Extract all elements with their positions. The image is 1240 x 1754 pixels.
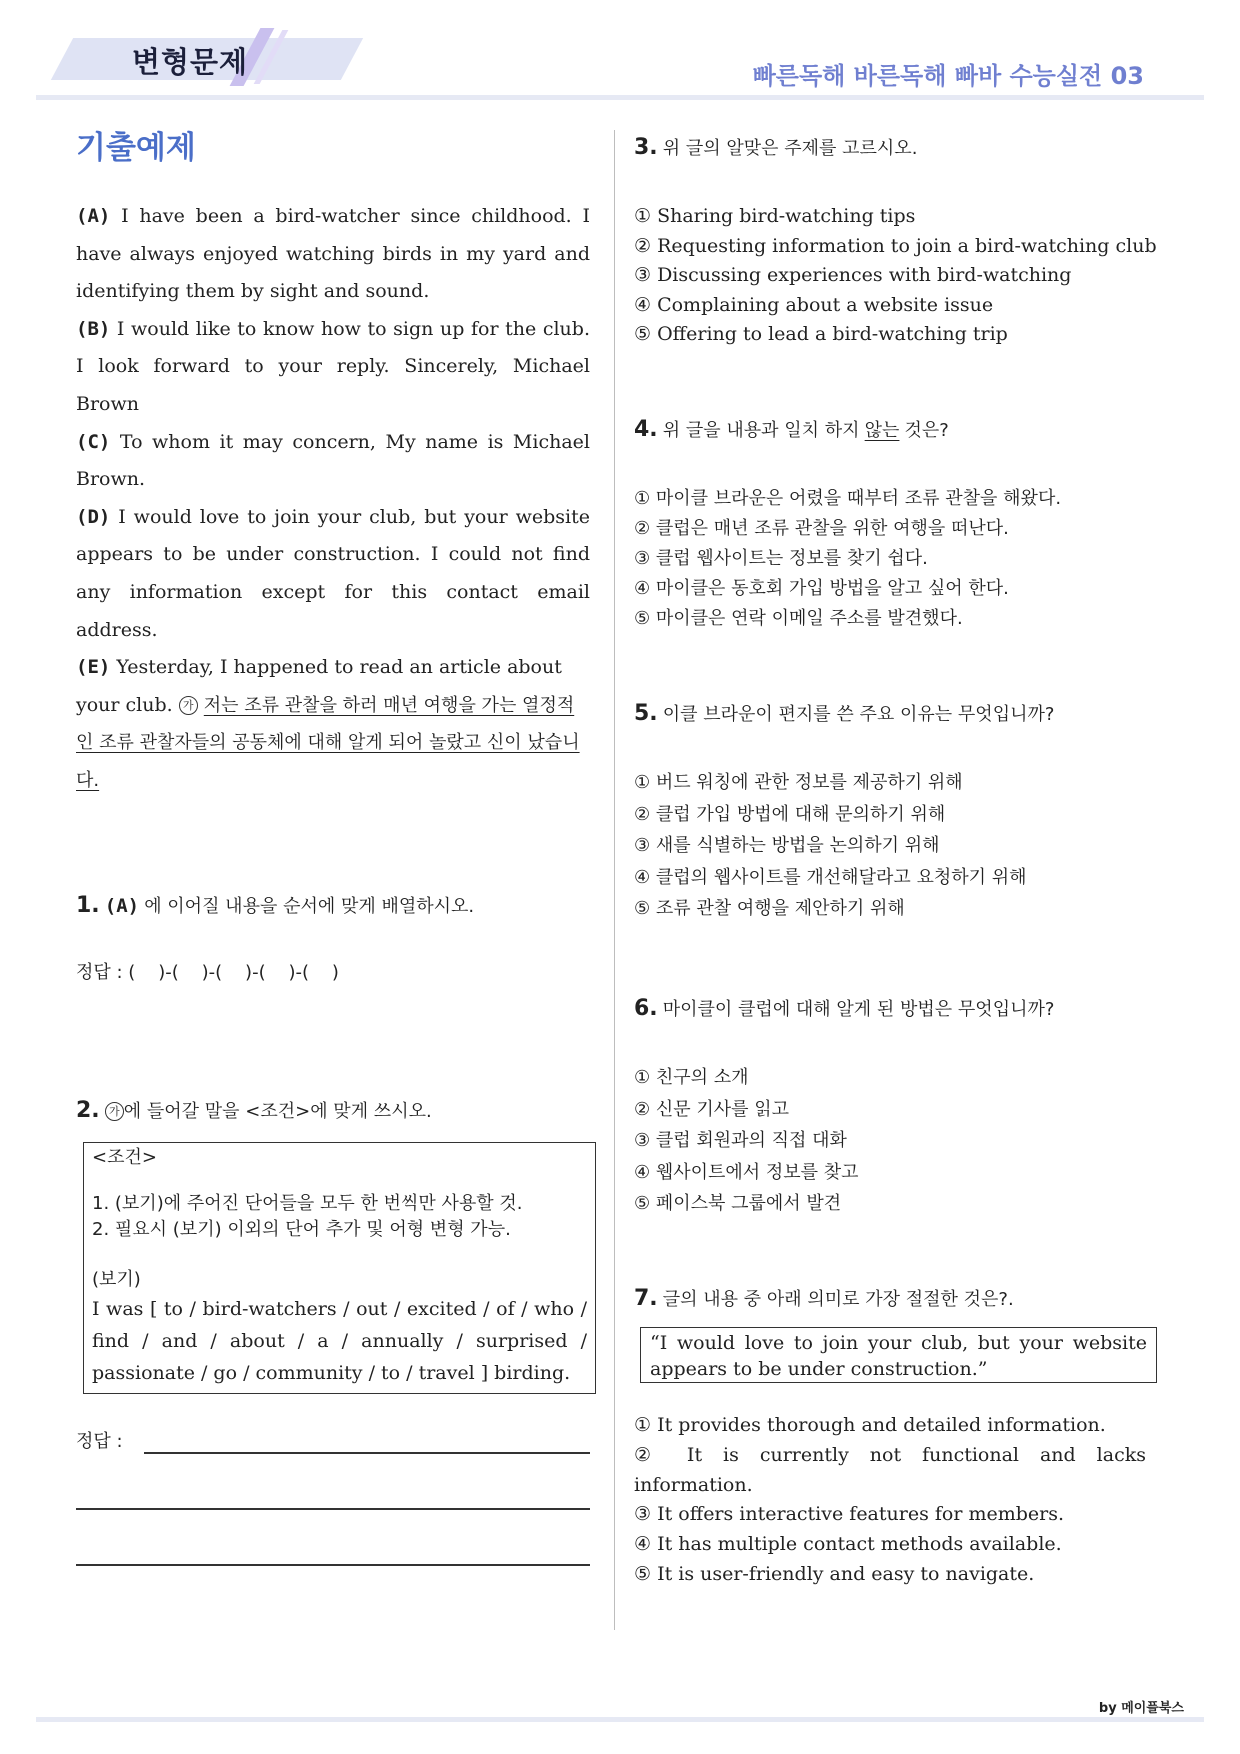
header-tag: 변형문제 (132, 45, 249, 79)
question-number: 1. (76, 893, 100, 918)
paragraph-text: To whom it may concern, My name is Michael Brown. (76, 430, 590, 491)
option-3[interactable]: ③ 클럽 웹사이트는 정보를 찾기 쉽다. (634, 548, 928, 569)
option-1[interactable]: ① Sharing bird-watching tips (634, 205, 916, 227)
option-1[interactable]: ① 버드 워칭에 관한 정보를 제공하기 위해 (634, 772, 963, 793)
option-1[interactable]: ① It provides thorough and detailed information. (634, 1414, 1106, 1436)
paragraph-label: (B) (76, 317, 111, 340)
question-2 (76, 1097, 432, 1123)
question-number: 5. (634, 701, 658, 726)
condition-rule: 2. 필요시 (보기) 이외의 단어 추가 및 어형 변형 가능. (92, 1219, 511, 1240)
option-3[interactable]: ③ Discussing experiences with bird-watching (634, 264, 1072, 286)
section-title: 기출예제 (76, 130, 196, 166)
option-5[interactable]: ⑤ 페이스북 그룹에서 발견 (634, 1193, 842, 1214)
reading-passage (76, 198, 590, 800)
paragraph-d (76, 499, 590, 649)
option-2[interactable]: ② 클럽은 매년 조류 관찰을 위한 여행을 떠난다. (634, 518, 1009, 539)
question-prompt: 위 글의 알맞은 주제를 고르시오. (662, 138, 918, 159)
question-1 (76, 892, 474, 918)
footer-credit: by 메이플북스 (1098, 1701, 1184, 1716)
paragraph-a (76, 198, 590, 311)
circled-marker: 가 (105, 1102, 124, 1121)
option-5[interactable]: ⑤ It is user-friendly and easy to navigate. (634, 1562, 1035, 1585)
series-title: 빠른독해 바른독해 빠바 수능실전 03 (752, 62, 1144, 90)
option-2[interactable]: ② 신문 기사를 읽고 (634, 1098, 790, 1120)
paragraph-text: Yesterday, I happened to read an article about your club. (76, 656, 562, 716)
question-4 (634, 416, 949, 442)
option-2[interactable]: ② 클럽 가입 방법에 대해 문의하기 위해 (634, 803, 946, 825)
paragraph-text: I would like to know how to sign up for the club. I look forward to your reply. Sincerely, Michael Brown (76, 317, 590, 415)
paragraph-b (76, 311, 590, 424)
option-2[interactable]: ② Requesting information to join a bird-watching club (634, 234, 1157, 257)
paragraph-e (76, 649, 590, 799)
paragraph-label: (C) (76, 430, 111, 453)
question-prompt: 이클 브라운이 편지를 쓴 주요 이유는 무엇입니까? (662, 704, 1055, 725)
question-prompt: 글의 내용 중 아래 의미로 가장 절절한 것은?. (662, 1289, 1014, 1310)
options-q6 (634, 1062, 1146, 1220)
option-5[interactable]: ⑤ 조류 관찰 여행을 제안하기 위해 (634, 898, 905, 919)
circled-marker: 가 (179, 696, 198, 715)
question-7 (634, 1285, 1014, 1311)
question-prompt: 에 들어갈 말을 <조건>에 맞게 쓰시오. (123, 1101, 432, 1122)
answer-line[interactable] (76, 1564, 590, 1566)
question-prompt-emphasis: 않는 (864, 420, 900, 441)
option-4[interactable]: ④ It has multiple contact methods available. (634, 1533, 1062, 1556)
footer-rule (36, 1717, 1204, 1722)
paragraph-c (76, 424, 590, 499)
quote-box: “I would love to join your club, but your website appears to be under construction.” (640, 1327, 1157, 1383)
option-4[interactable]: ④ Complaining about a website issue (634, 293, 994, 316)
bogi-label: (보기) (92, 1269, 141, 1290)
header-rule (36, 95, 1204, 100)
option-3[interactable]: ③ 클럽 회원과의 직접 대화 (634, 1130, 847, 1151)
question-prompt: 에 이어질 내용을 순서에 맞게 배열하시오. (144, 896, 475, 917)
paragraph-label: (D) (76, 505, 111, 528)
paragraph-label: (A) (76, 205, 111, 227)
answer-order-template: 정답 : ( )-( )-( )-( )-( ) (76, 962, 339, 983)
option-4[interactable]: ④ 클럽의 웹사이트를 개선해달라고 요청하기 위해 (634, 866, 1027, 888)
paragraph-text: I have been a bird-watcher since childhood. I have always enjoyed watching birds in my yard and identifying them by sight and sound. (76, 205, 590, 303)
question-prompt: 것은? (904, 420, 949, 441)
condition-box (83, 1142, 596, 1394)
question-prompt: 위 글을 내용과 일치 하지 (662, 420, 860, 441)
option-1[interactable]: ① 마이클 브라운은 어렸을 때부터 조류 관찰을 해왔다. (634, 488, 1062, 509)
question-number: 3. (634, 135, 658, 160)
option-4[interactable]: ④ 마이클은 동호회 가입 방법을 알고 싶어 한다. (634, 578, 1009, 599)
options-q5 (634, 767, 1146, 925)
question-prompt: 마이클이 클럽에 대해 알게 된 방법은 무엇입니까? (662, 999, 1055, 1020)
column-divider (614, 130, 615, 1630)
paragraph-label: (A) (104, 895, 140, 917)
condition-rule: 1. (보기)에 주어진 단어들을 모두 한 번씩만 사용할 것. (92, 1193, 523, 1214)
question-number: 2. (76, 1098, 100, 1123)
question-6 (634, 995, 1054, 1021)
option-1[interactable]: ① 친구의 소개 (634, 1067, 749, 1088)
answer-line[interactable] (144, 1452, 590, 1454)
question-number: 6. (634, 996, 658, 1021)
question-number: 7. (634, 1286, 658, 1311)
option-3[interactable]: ③ It offers interactive features for members. (634, 1503, 1065, 1526)
option-5[interactable]: ⑤ 마이클은 연락 이메일 주소를 발견했다. (634, 608, 963, 629)
question-5 (634, 700, 1054, 726)
answer-label: 정답 : (76, 1431, 123, 1452)
word-bank: I was [ to / bird-watchers / out / excited / of / who / find / and / about / a / annually / surprised / passionate / go / community / to / travel ] birding. (92, 1298, 587, 1384)
option-3[interactable]: ③ 새를 식별하는 방법을 논의하기 위해 (634, 835, 940, 856)
option-2[interactable]: ② It is currently not functional and lacks information. (634, 1443, 1146, 1496)
options-q7 (634, 1411, 1146, 1590)
question-number: 4. (634, 417, 658, 442)
options-q4 (634, 484, 1146, 634)
condition-heading: <조건> (92, 1147, 157, 1168)
option-5[interactable]: ⑤ Offering to lead a bird-watching trip (634, 323, 1008, 345)
answer-line[interactable] (76, 1508, 590, 1510)
question-3 (634, 134, 917, 160)
options-q3 (634, 202, 1157, 350)
paragraph-label: (E) (76, 656, 111, 679)
underlined-target-sentence: 저는 조류 관찰을 하러 매년 여행을 가는 열정적인 조류 관찰자들의 공동체에 대해 알게 되어 놀랐고 신이 났습니다. (76, 694, 580, 791)
paragraph-text: I would love to join your club, but your website appears to be under construction. I could not find any information except for this contact email address. (76, 505, 590, 641)
option-4[interactable]: ④ 웹사이트에서 정보를 찾고 (634, 1161, 859, 1183)
